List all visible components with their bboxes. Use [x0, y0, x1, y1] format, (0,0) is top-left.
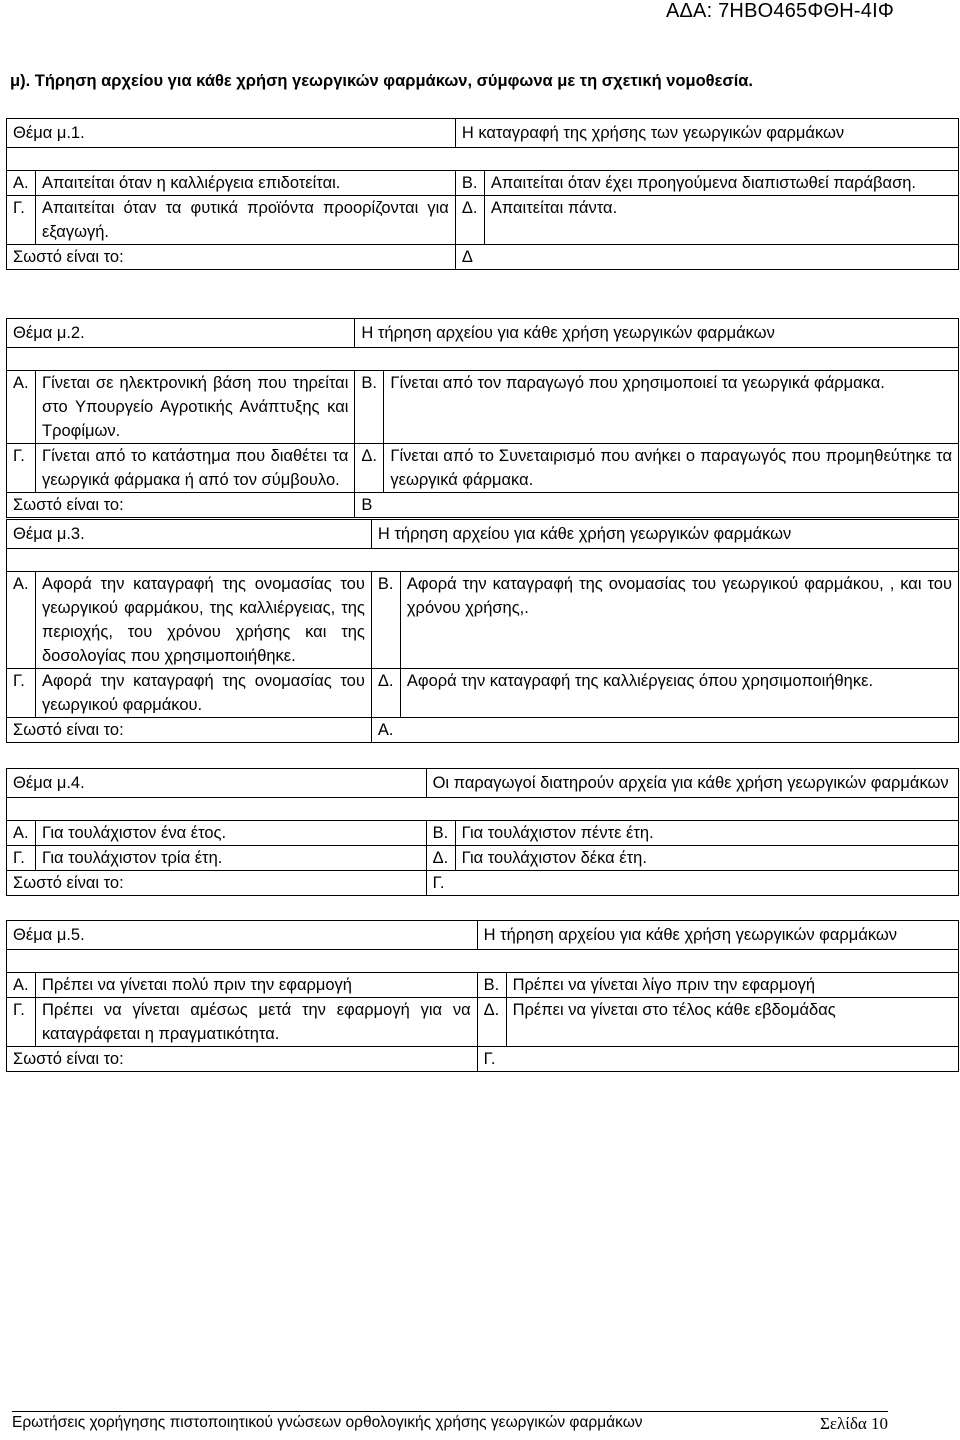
question-table: [6, 920, 959, 1072]
correct-label: Σωστό είναι το:: [7, 1047, 478, 1072]
option-label: Α.: [7, 371, 36, 444]
correct-label: Σωστό είναι το:: [7, 718, 372, 743]
question-number: Θέμα μ.3.: [7, 520, 372, 549]
option-label: Β.: [355, 371, 384, 444]
question-text: Οι παραγωγοί διατηρούν αρχεία για κάθε χρήση γεωργικών φαρμάκων: [426, 769, 958, 798]
option-text: Πρέπει να γίνεται αμέσως μετά την εφαρμογή για να καταγράφεται η πραγματικότητα.: [36, 998, 478, 1047]
option-label: Γ.: [7, 669, 36, 718]
option-text: Πρέπει να γίνεται λίγο πριν την εφαρμογή: [506, 973, 958, 998]
option-label: Β.: [455, 171, 484, 196]
option-text: Απαιτείται πάντα.: [484, 196, 958, 245]
option-text: Απαιτείται όταν η καλλιέργεια επιδοτείται.: [36, 171, 456, 196]
ada-code: ΑΔΑ: 7ΗΒΟ465ΦΘΗ-4ΙΦ: [665, 0, 894, 22]
correct-label: Σωστό είναι το:: [7, 871, 427, 896]
option-text: Απαιτείται όταν έχει προηγούμενα διαπιστωθεί παράβαση.: [484, 171, 958, 196]
page-footer: [12, 1411, 888, 1434]
question-text: Η τήρηση αρχείου για κάθε χρήση γεωργικών φαρμάκων: [371, 520, 958, 549]
option-text: Γίνεται από το Συνεταιρισμό που ανήκει ο παραγωγός που προμηθεύτηκε τα γεωργικά φάρμακα.: [384, 444, 959, 493]
option-label: Δ.: [355, 444, 384, 493]
question-number: Θέμα μ.4.: [7, 769, 427, 798]
question-text: Η καταγραφή της χρήσης των γεωργικών φαρμάκων: [455, 119, 958, 148]
option-text: Για τουλάχιστον πέντε έτη.: [455, 821, 958, 846]
option-text: Για τουλάχιστον ένα έτος.: [36, 821, 427, 846]
option-text: Για τουλάχιστον τρία έτη.: [36, 846, 427, 871]
question-table: [6, 519, 959, 743]
option-label: Α.: [7, 171, 36, 196]
page-number: Σελίδα 10: [819, 1414, 888, 1433]
correct-label: Σωστό είναι το:: [7, 245, 456, 270]
option-text: Απαιτείται όταν τα φυτικά προϊόντα προορίζονται για εξαγωγή.: [36, 196, 456, 245]
option-text: Αφορά την καταγραφή της ονομασίας του γεωργικού φαρμάκου, , και του χρόνου χρήσης,.: [400, 572, 958, 669]
correct-answer: Δ: [455, 245, 958, 270]
question-text: Η τήρηση αρχείου για κάθε χρήση γεωργικών φαρμάκων: [355, 319, 959, 348]
question-table: [6, 118, 959, 270]
option-text: Αφορά την καταγραφή της καλλιέργειας όπου χρησιμοποιήθηκε.: [400, 669, 958, 718]
question-number: Θέμα μ.2.: [7, 319, 355, 348]
section-title: μ). Τήρηση αρχείου για κάθε χρήση γεωργικών φαρμάκων, σύμφωνα με τη σχετική νομοθεσία.: [10, 72, 754, 90]
option-label: Δ.: [371, 669, 400, 718]
option-label: Δ.: [426, 846, 455, 871]
option-text: Γίνεται σε ηλεκτρονική βάση που τηρείται στο Υπουργείο Αγροτικής Ανάπτυξης και Τροφίμων.: [36, 371, 355, 444]
option-label: Γ.: [7, 444, 36, 493]
option-label: Α.: [7, 572, 36, 669]
option-label: Γ.: [7, 998, 36, 1047]
correct-answer: Γ.: [477, 1047, 958, 1072]
option-label: Α.: [7, 973, 36, 998]
option-label: Β.: [477, 973, 506, 998]
option-text: Αφορά την καταγραφή της ονομασίας του γεωργικού φαρμάκου.: [36, 669, 372, 718]
option-text: Γίνεται από το κατάστημα που διαθέτει τα γεωργικά φάρμακα ή από τον σύμβουλο.: [36, 444, 355, 493]
correct-answer: Β: [355, 493, 959, 518]
option-text: Αφορά την καταγραφή της ονομασίας του γεωργικού φαρμάκου, της καλλιέργειας, της περιοχής, του χρόνου χρήσης και της δοσολογίας που χρησιμοποιήθηκε.: [36, 572, 372, 669]
question-number: Θέμα μ.5.: [7, 921, 478, 950]
option-text: Γίνεται από τον παραγωγό που χρησιμοποιεί τα γεωργικά φάρμακα.: [384, 371, 959, 444]
option-label: Γ.: [7, 196, 36, 245]
correct-label: Σωστό είναι το:: [7, 493, 355, 518]
footer-text: Ερωτήσεις χορήγησης πιστοποιητικού γνώσεων ορθολογικής χρήσης γεωργικών φαρμάκων: [12, 1414, 643, 1431]
question-text: Η τήρηση αρχείου για κάθε χρήση γεωργικών φαρμάκων: [477, 921, 958, 950]
option-text: Πρέπει να γίνεται στο τέλος κάθε εβδομάδας: [506, 998, 958, 1047]
correct-answer: Γ.: [426, 871, 958, 896]
option-label: Γ.: [7, 846, 36, 871]
option-label: Β.: [426, 821, 455, 846]
question-table: [6, 768, 959, 896]
correct-answer: Α.: [371, 718, 958, 743]
option-label: Α.: [7, 821, 36, 846]
option-text: Για τουλάχιστον δέκα έτη.: [455, 846, 958, 871]
question-table: [6, 318, 959, 518]
option-label: Δ.: [477, 998, 506, 1047]
option-label: Δ.: [455, 196, 484, 245]
question-number: Θέμα μ.1.: [7, 119, 456, 148]
option-label: Β.: [371, 572, 400, 669]
option-text: Πρέπει να γίνεται πολύ πριν την εφαρμογή: [36, 973, 478, 998]
